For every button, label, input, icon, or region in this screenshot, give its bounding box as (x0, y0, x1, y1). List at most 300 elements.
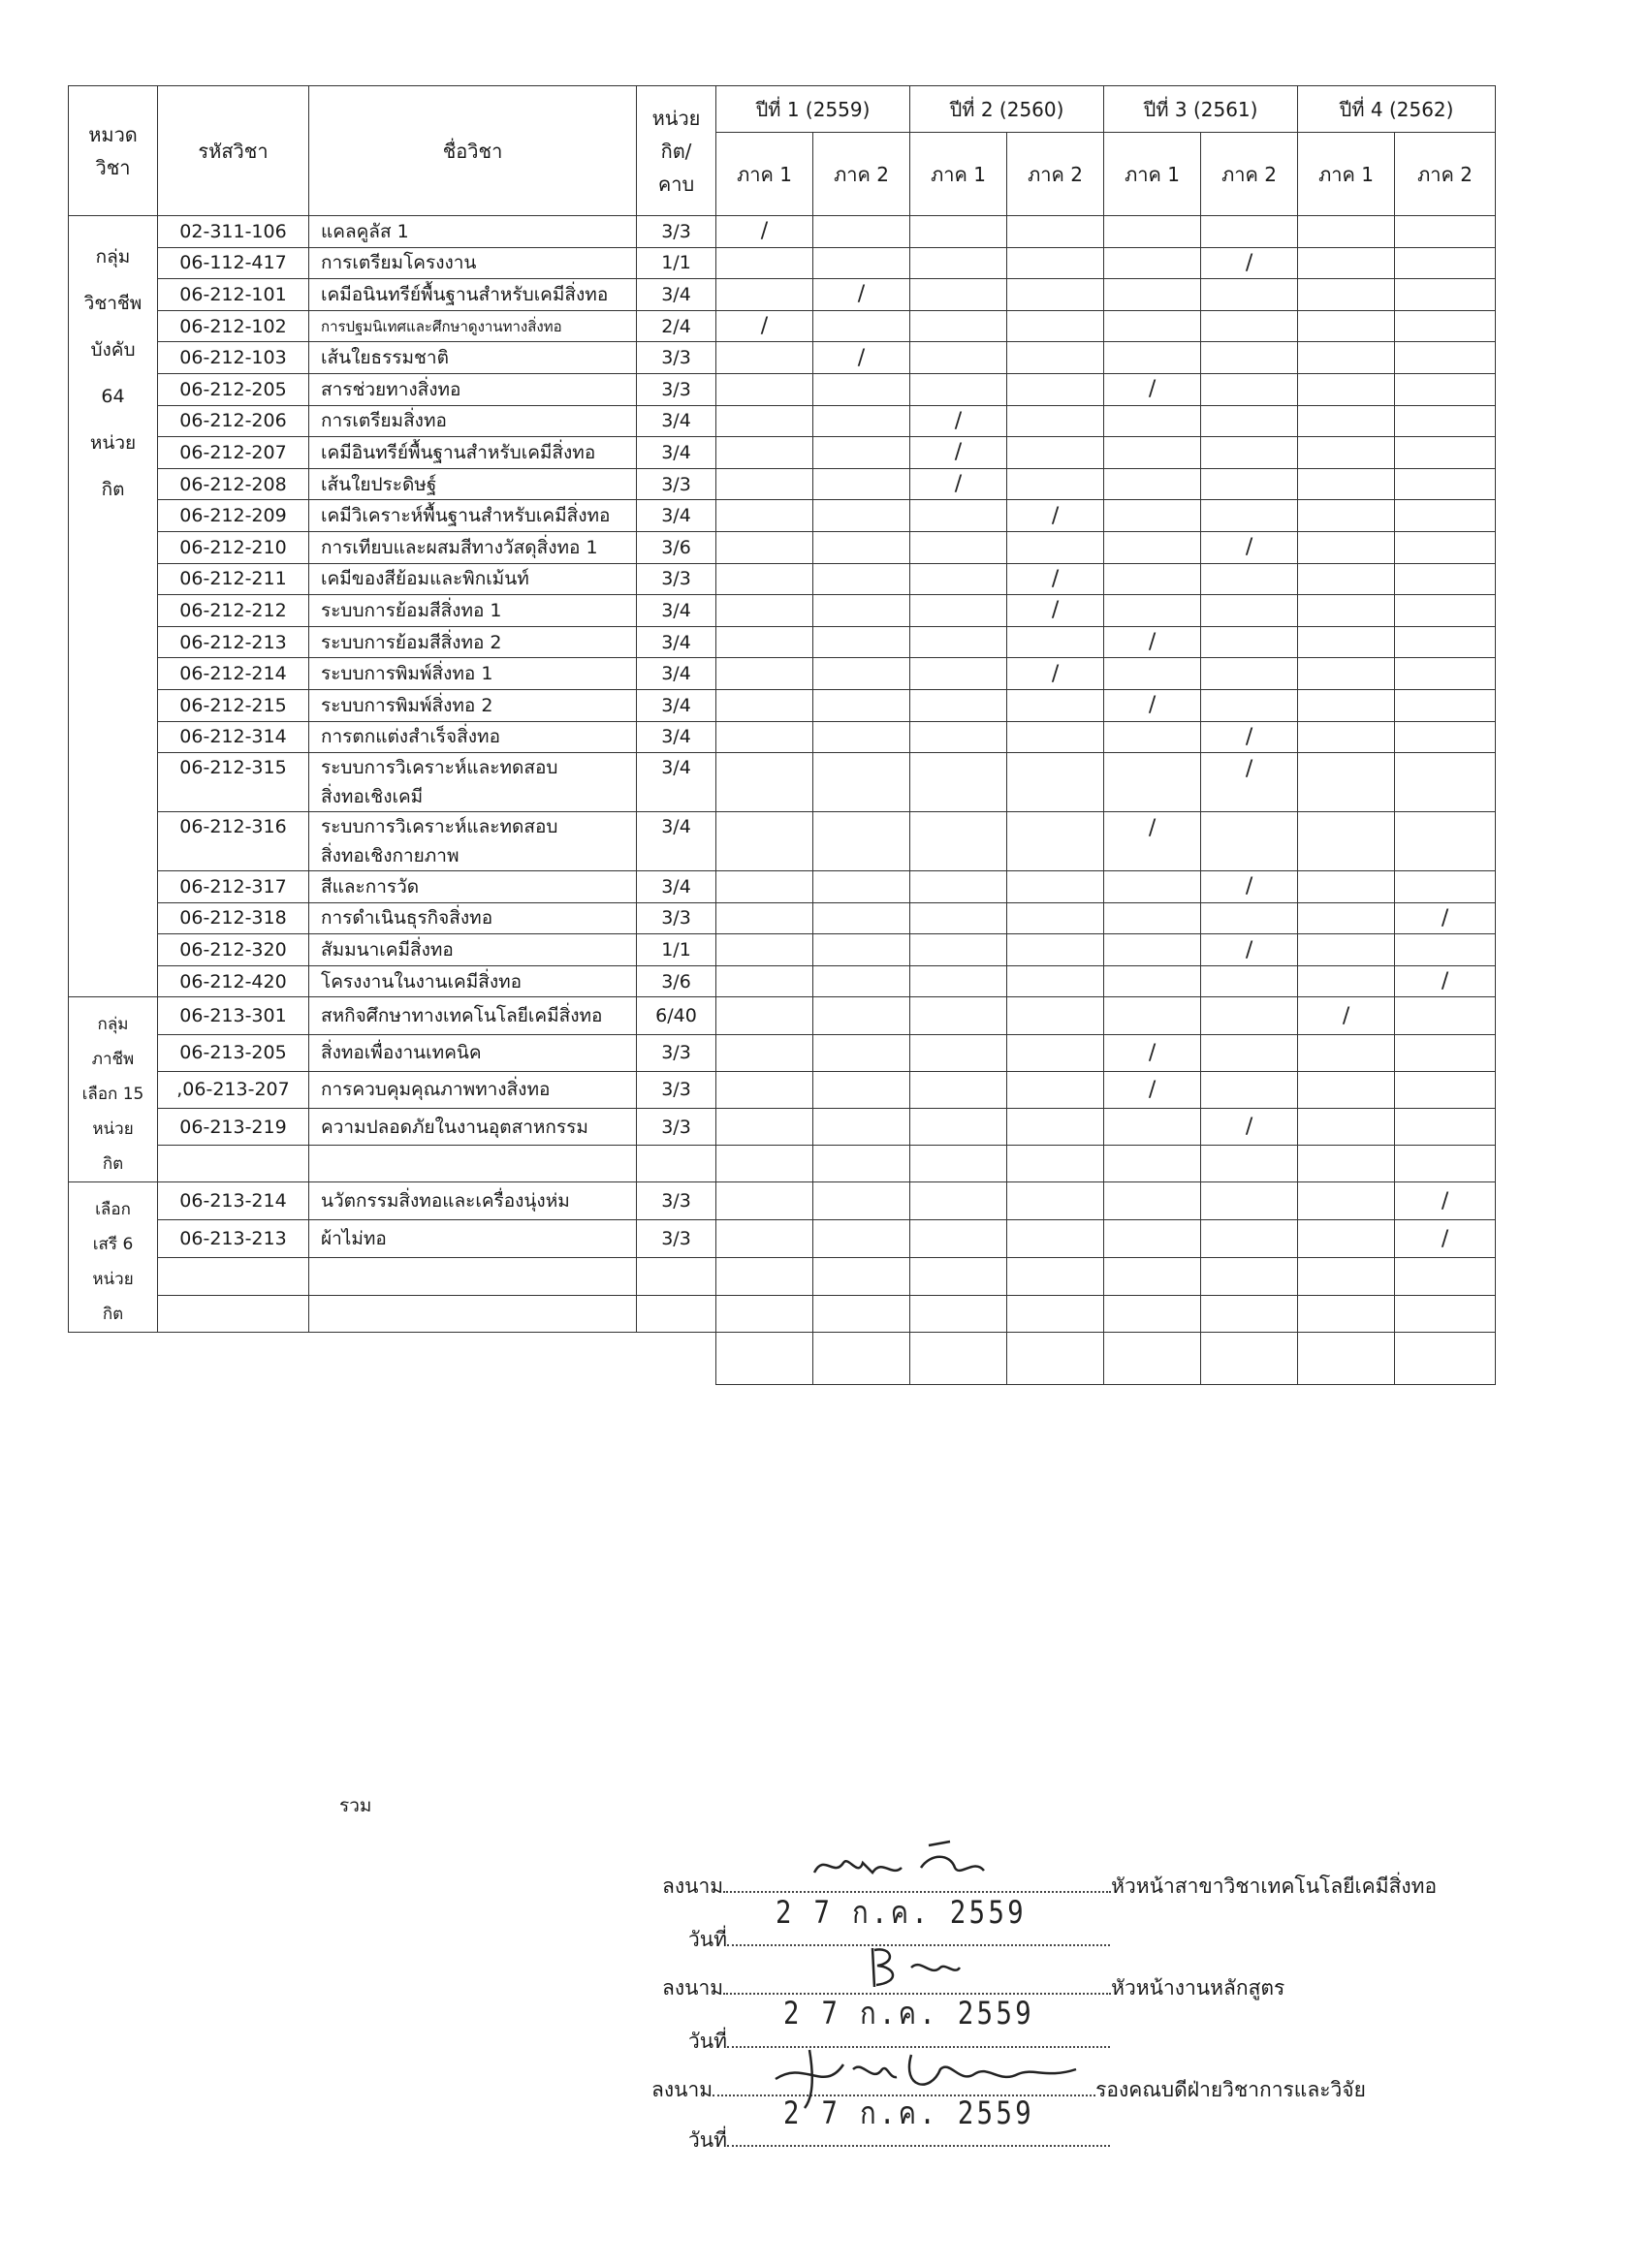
plan-check-mark: / (954, 440, 963, 465)
header-year-2: ปีที่ 2 (2560) (910, 86, 1104, 133)
table-row (69, 373, 1496, 405)
term-cell (813, 902, 910, 934)
total-cell (813, 1333, 910, 1385)
course-code: 06-212-317 (158, 871, 309, 903)
term-cell (1007, 1295, 1104, 1333)
plan-check-mark: / (857, 282, 866, 307)
plan-check-mark: / (1441, 905, 1449, 930)
term-cell (1201, 1109, 1298, 1146)
term-cell (1395, 812, 1496, 871)
term-cell (910, 689, 1007, 721)
course-code: 06-212-215 (158, 689, 309, 721)
term-cell (1298, 437, 1395, 469)
term-cell (1104, 1071, 1201, 1108)
header-term-2: ภาค 2 (813, 133, 910, 216)
term-cell (1104, 405, 1201, 437)
term-cell (813, 1109, 910, 1146)
plan-check-mark: / (1441, 1188, 1449, 1213)
term-cell (1298, 1071, 1395, 1108)
term-cell (1104, 342, 1201, 374)
term-cell (1395, 1220, 1496, 1258)
plan-check-mark: / (1148, 693, 1157, 718)
course-name: สหกิจศึกษาทางเทคโนโลยีเคมีสิ่งทอ (309, 997, 637, 1034)
term-cell (1298, 934, 1395, 966)
term-cell (1298, 626, 1395, 658)
course-name (309, 1295, 637, 1333)
term-cell (1007, 531, 1104, 563)
term-cell (1201, 468, 1298, 500)
term-cell (1298, 531, 1395, 563)
term-cell (813, 658, 910, 690)
term-cell (1104, 595, 1201, 627)
plan-check-mark: / (1245, 724, 1253, 749)
term-cell (1201, 595, 1298, 627)
category-line: บังคับ (90, 339, 136, 361)
term-cell (1104, 1109, 1201, 1146)
term-cell (1007, 1109, 1104, 1146)
total-spacer (69, 1333, 716, 1385)
term-cell (813, 997, 910, 1034)
header-name: ชื่อวิชา (309, 86, 637, 216)
term-cell (910, 965, 1007, 997)
term-cell (1104, 934, 1201, 966)
table-row (69, 1034, 1496, 1071)
term-cell (1104, 531, 1201, 563)
date-label: วันที่ (688, 1928, 727, 1951)
course-credits: 3/4 (637, 626, 716, 658)
table-row (69, 531, 1496, 563)
course-code: 06-212-420 (158, 965, 309, 997)
term-cell (910, 1034, 1007, 1071)
header-year-1: ปีที่ 1 (2559) (716, 86, 910, 133)
course-code: 06-212-314 (158, 721, 309, 753)
course-code: 06-212-205 (158, 373, 309, 405)
course-credits: 3/4 (637, 721, 716, 753)
term-cell (1201, 216, 1298, 248)
term-cell (716, 1182, 813, 1220)
term-cell (1104, 563, 1201, 595)
handwritten-date-3: 2 7 ก.ค. 2559 (783, 2095, 1034, 2131)
table-row (69, 1182, 1496, 1220)
table-row (69, 1295, 1496, 1333)
term-cell (716, 595, 813, 627)
term-cell (1201, 342, 1298, 374)
header-year-3: ปีที่ 3 (2561) (1104, 86, 1298, 133)
term-cell (813, 405, 910, 437)
course-name: การดำเนินธุรกิจสิ่งทอ (309, 902, 637, 934)
course-name: ระบบการย้อมสีสิ่งทอ 1 (309, 595, 637, 627)
course-credits: 3/3 (637, 563, 716, 595)
term-cell (1298, 468, 1395, 500)
term-cell (1395, 279, 1496, 311)
plan-check-mark: / (1051, 503, 1060, 528)
term-cell (716, 997, 813, 1034)
course-credits: 3/4 (637, 871, 716, 903)
term-cell (910, 373, 1007, 405)
term-cell (910, 437, 1007, 469)
term-cell (1395, 595, 1496, 627)
course-code: 06-212-207 (158, 437, 309, 469)
category-line: หน่วย (89, 432, 137, 454)
term-cell (1395, 1146, 1496, 1182)
term-cell (1104, 1220, 1201, 1258)
category-line: กิต (102, 1154, 124, 1175)
term-cell (910, 1295, 1007, 1333)
term-cell (1007, 563, 1104, 595)
course-name: การควบคุมคุณภาพทางสิ่งทอ (309, 1071, 637, 1108)
term-cell (716, 1146, 813, 1182)
term-cell (813, 531, 910, 563)
course-credits: 3/4 (637, 753, 716, 812)
total-cell (910, 1333, 1007, 1385)
handwritten-date-1: 2 7 ก.ค. 2559 (776, 1894, 1027, 1931)
course-name: การเทียบและผสมสีทางวัสดุสิ่งทอ 1 (309, 531, 637, 563)
category-cell (69, 1182, 158, 1333)
total-cell (1298, 1333, 1395, 1385)
term-cell (1104, 812, 1201, 871)
course-code (158, 1295, 309, 1333)
handwritten-date-2: 2 7 ก.ค. 2559 (783, 1995, 1034, 2032)
term-cell (1201, 689, 1298, 721)
course-name: การตกแต่งสำเร็จสิ่งทอ (309, 721, 637, 753)
term-cell (910, 1071, 1007, 1108)
handwritten-signature-1 (805, 1834, 989, 1888)
plan-check-mark: / (1051, 598, 1060, 623)
table-row (69, 405, 1496, 437)
course-credits: 6/40 (637, 997, 716, 1034)
course-code: 06-212-208 (158, 468, 309, 500)
term-cell (1201, 1071, 1298, 1108)
term-cell (1395, 405, 1496, 437)
plan-check-mark: / (1245, 1115, 1253, 1140)
sign-role: รองคณบดีฝ่ายวิชาการและวิจัย (1095, 2078, 1366, 2101)
term-cell (716, 342, 813, 374)
term-cell (716, 1257, 813, 1295)
term-cell (1395, 342, 1496, 374)
plan-check-mark: / (760, 219, 769, 244)
term-cell (1395, 563, 1496, 595)
term-cell (1395, 689, 1496, 721)
term-cell (1104, 1295, 1201, 1333)
term-cell (813, 689, 910, 721)
term-cell (1298, 373, 1395, 405)
total-cell (1104, 1333, 1201, 1385)
term-cell (1104, 1146, 1201, 1182)
course-code: 06-213-205 (158, 1034, 309, 1071)
term-cell (1007, 500, 1104, 532)
term-cell (813, 563, 910, 595)
term-cell (1104, 965, 1201, 997)
term-cell (1298, 1034, 1395, 1071)
table-row (69, 626, 1496, 658)
course-code: 06-212-103 (158, 342, 309, 374)
term-cell (910, 753, 1007, 812)
table-body (69, 216, 1496, 1385)
term-cell (1298, 721, 1395, 753)
course-name: ระบบการวิเคราะห์และทดสอบ สิ่งทอเชิงกายภาพ (309, 812, 637, 871)
course-credits: 1/1 (637, 247, 716, 279)
term-cell (1104, 437, 1201, 469)
header-term-1: ภาค 1 (1104, 133, 1201, 216)
table-row (69, 500, 1496, 532)
term-cell (1298, 310, 1395, 342)
term-cell (1395, 1034, 1496, 1071)
category-line: กิต (101, 479, 125, 500)
plan-check-mark: / (1245, 535, 1253, 560)
course-credits: 3/3 (637, 1182, 716, 1220)
header-credits-line: กิต/ (660, 139, 692, 163)
plan-check-mark: / (1148, 1040, 1157, 1065)
term-cell (1104, 468, 1201, 500)
header-category-line: หมวด (88, 122, 138, 146)
term-cell (716, 247, 813, 279)
category-line: กิต (102, 1305, 124, 1325)
table-row (69, 965, 1496, 997)
term-cell (1395, 1071, 1496, 1108)
course-code (158, 1146, 309, 1182)
term-cell (813, 812, 910, 871)
term-cell (1395, 500, 1496, 532)
term-cell (910, 1257, 1007, 1295)
course-credits: 3/3 (637, 373, 716, 405)
term-cell (1201, 1220, 1298, 1258)
term-cell (716, 1295, 813, 1333)
header-code: รหัสวิชา (158, 86, 309, 216)
course-code: 06-212-102 (158, 310, 309, 342)
term-cell (1104, 753, 1201, 812)
course-name: ความปลอดภัยในงานอุตสาหกรรม (309, 1109, 637, 1146)
course-name: ระบบการพิมพ์สิ่งทอ 1 (309, 658, 637, 690)
term-cell (1298, 279, 1395, 311)
category-line: หน่วย (92, 1119, 134, 1140)
term-cell (716, 563, 813, 595)
term-cell (910, 1182, 1007, 1220)
header-credits (637, 86, 716, 216)
term-cell (1395, 1109, 1496, 1146)
term-cell (1007, 753, 1104, 812)
handwritten-signature-2 (863, 1938, 969, 1997)
course-credits: 2/4 (637, 310, 716, 342)
term-cell (910, 658, 1007, 690)
total-row (69, 1333, 1496, 1385)
term-cell (716, 812, 813, 871)
course-name: เคมีอินทรีย์พื้นฐานสำหรับเคมีสิ่งทอ (309, 437, 637, 469)
term-cell (813, 1146, 910, 1182)
course-name: ผ้าไม่ทอ (309, 1220, 637, 1258)
category-cell (69, 997, 158, 1182)
term-cell (1007, 595, 1104, 627)
term-cell (1298, 595, 1395, 627)
term-cell (1104, 997, 1201, 1034)
header-term-2: ภาค 2 (1395, 133, 1496, 216)
term-cell (1395, 658, 1496, 690)
term-cell (1298, 965, 1395, 997)
term-cell (716, 626, 813, 658)
term-cell (910, 563, 1007, 595)
sign-label: ลงนาม (662, 1874, 724, 1898)
category-line: ภาชีพ (91, 1050, 135, 1070)
term-cell (1007, 310, 1104, 342)
course-credits: 3/4 (637, 595, 716, 627)
course-code: 06-212-320 (158, 934, 309, 966)
term-cell (910, 871, 1007, 903)
plan-check-mark: / (1148, 630, 1157, 655)
category-line: วิชาชีพ (83, 293, 143, 314)
term-cell (716, 934, 813, 966)
term-cell (910, 1109, 1007, 1146)
term-cell (813, 216, 910, 248)
term-cell (1007, 902, 1104, 934)
term-cell (1104, 279, 1201, 311)
term-cell (716, 658, 813, 690)
course-name: แคลคูลัส 1 (309, 216, 637, 248)
total-label: รวม (339, 1795, 372, 1816)
term-cell (813, 871, 910, 903)
term-cell (1395, 310, 1496, 342)
course-name: เคมีอนินทรีย์พื้นฐานสำหรับเคมีสิ่งทอ (309, 279, 637, 311)
course-credits: 3/3 (637, 216, 716, 248)
plan-check-mark: / (954, 408, 963, 433)
term-cell (1007, 468, 1104, 500)
term-cell (910, 1146, 1007, 1182)
course-name: นวัตกรรมสิ่งทอและเครื่องนุ่งห่ม (309, 1182, 637, 1220)
course-credits: 3/3 (637, 902, 716, 934)
table-row (69, 216, 1496, 248)
term-cell (910, 405, 1007, 437)
term-cell (1298, 405, 1395, 437)
term-cell (813, 934, 910, 966)
course-code: 06-212-101 (158, 279, 309, 311)
term-cell (910, 812, 1007, 871)
header-credits-line: คาบ (657, 172, 695, 196)
table-row (69, 595, 1496, 627)
table-header (69, 86, 1496, 216)
term-cell (716, 531, 813, 563)
term-cell (1395, 871, 1496, 903)
term-cell (1201, 658, 1298, 690)
term-cell (1007, 1071, 1104, 1108)
course-name: เคมีวิเคราะห์พื้นฐานสำหรับเคมีสิ่งทอ (309, 500, 637, 532)
term-cell (1007, 1146, 1104, 1182)
term-cell (813, 965, 910, 997)
course-name: การเตรียมโครงงาน (309, 247, 637, 279)
term-cell (1298, 1146, 1395, 1182)
term-cell (1007, 689, 1104, 721)
term-cell (1007, 965, 1104, 997)
course-credits: 3/4 (637, 437, 716, 469)
term-cell (910, 626, 1007, 658)
term-cell (1298, 1182, 1395, 1220)
course-credits: 3/4 (637, 812, 716, 871)
table-row (69, 1220, 1496, 1258)
term-cell (1201, 279, 1298, 311)
category-line: กลุ่ม (97, 1015, 129, 1035)
term-cell (716, 468, 813, 500)
term-cell (716, 279, 813, 311)
term-cell (1201, 626, 1298, 658)
term-cell (1201, 721, 1298, 753)
term-cell (1395, 626, 1496, 658)
header-category-line: วิชา (95, 155, 131, 179)
category-line: เลือก (95, 1200, 131, 1220)
course-code: 06-212-212 (158, 595, 309, 627)
term-cell (1007, 1220, 1104, 1258)
course-code: 06-112-417 (158, 247, 309, 279)
term-cell (1007, 247, 1104, 279)
term-cell (813, 1071, 910, 1108)
table-row (69, 342, 1496, 374)
term-cell (1201, 965, 1298, 997)
term-cell (1201, 1034, 1298, 1071)
term-cell (1201, 997, 1298, 1034)
course-name: เส้นใยประดิษฐ์ (309, 468, 637, 500)
table-row (69, 812, 1496, 871)
term-cell (716, 1071, 813, 1108)
term-cell (813, 721, 910, 753)
term-cell (1007, 342, 1104, 374)
term-cell (716, 965, 813, 997)
table-row (69, 1146, 1496, 1182)
table-row (69, 1257, 1496, 1295)
plan-check-mark: / (1441, 1226, 1449, 1251)
term-cell (1201, 1146, 1298, 1182)
term-cell (910, 721, 1007, 753)
course-code: 06-212-211 (158, 563, 309, 595)
term-cell (910, 500, 1007, 532)
category-line: เลือก 15 (81, 1085, 144, 1105)
term-cell (1298, 902, 1395, 934)
term-cell (910, 216, 1007, 248)
term-cell (1104, 500, 1201, 532)
term-cell (1201, 405, 1298, 437)
term-cell (1007, 405, 1104, 437)
sign-label: ลงนาม (651, 2078, 713, 2101)
term-cell (1298, 689, 1395, 721)
term-cell (1201, 310, 1298, 342)
term-cell (1395, 997, 1496, 1034)
term-cell (1298, 871, 1395, 903)
course-credits: 3/3 (637, 1071, 716, 1108)
term-cell (1395, 1182, 1496, 1220)
term-cell (813, 595, 910, 627)
course-code: 06-212-213 (158, 626, 309, 658)
term-cell (910, 531, 1007, 563)
table-row (69, 279, 1496, 311)
term-cell (1104, 247, 1201, 279)
term-cell (813, 310, 910, 342)
term-cell (813, 1295, 910, 1333)
term-cell (910, 247, 1007, 279)
term-cell (813, 342, 910, 374)
term-cell (1395, 247, 1496, 279)
term-cell (1104, 871, 1201, 903)
term-cell (716, 310, 813, 342)
term-cell (1201, 934, 1298, 966)
course-name (309, 1257, 637, 1295)
category-line: 64 (101, 386, 125, 407)
course-name: เคมีของสีย้อมและพิกเม้นท์ (309, 563, 637, 595)
term-cell (1104, 689, 1201, 721)
term-cell (910, 468, 1007, 500)
term-cell (1007, 437, 1104, 469)
header-term-1: ภาค 1 (716, 133, 813, 216)
term-cell (1201, 1257, 1298, 1295)
term-cell (1104, 1034, 1201, 1071)
term-cell (1007, 721, 1104, 753)
course-credits: 3/6 (637, 965, 716, 997)
course-credits (637, 1146, 716, 1182)
course-name: ระบบการพิมพ์สิ่งทอ 2 (309, 689, 637, 721)
